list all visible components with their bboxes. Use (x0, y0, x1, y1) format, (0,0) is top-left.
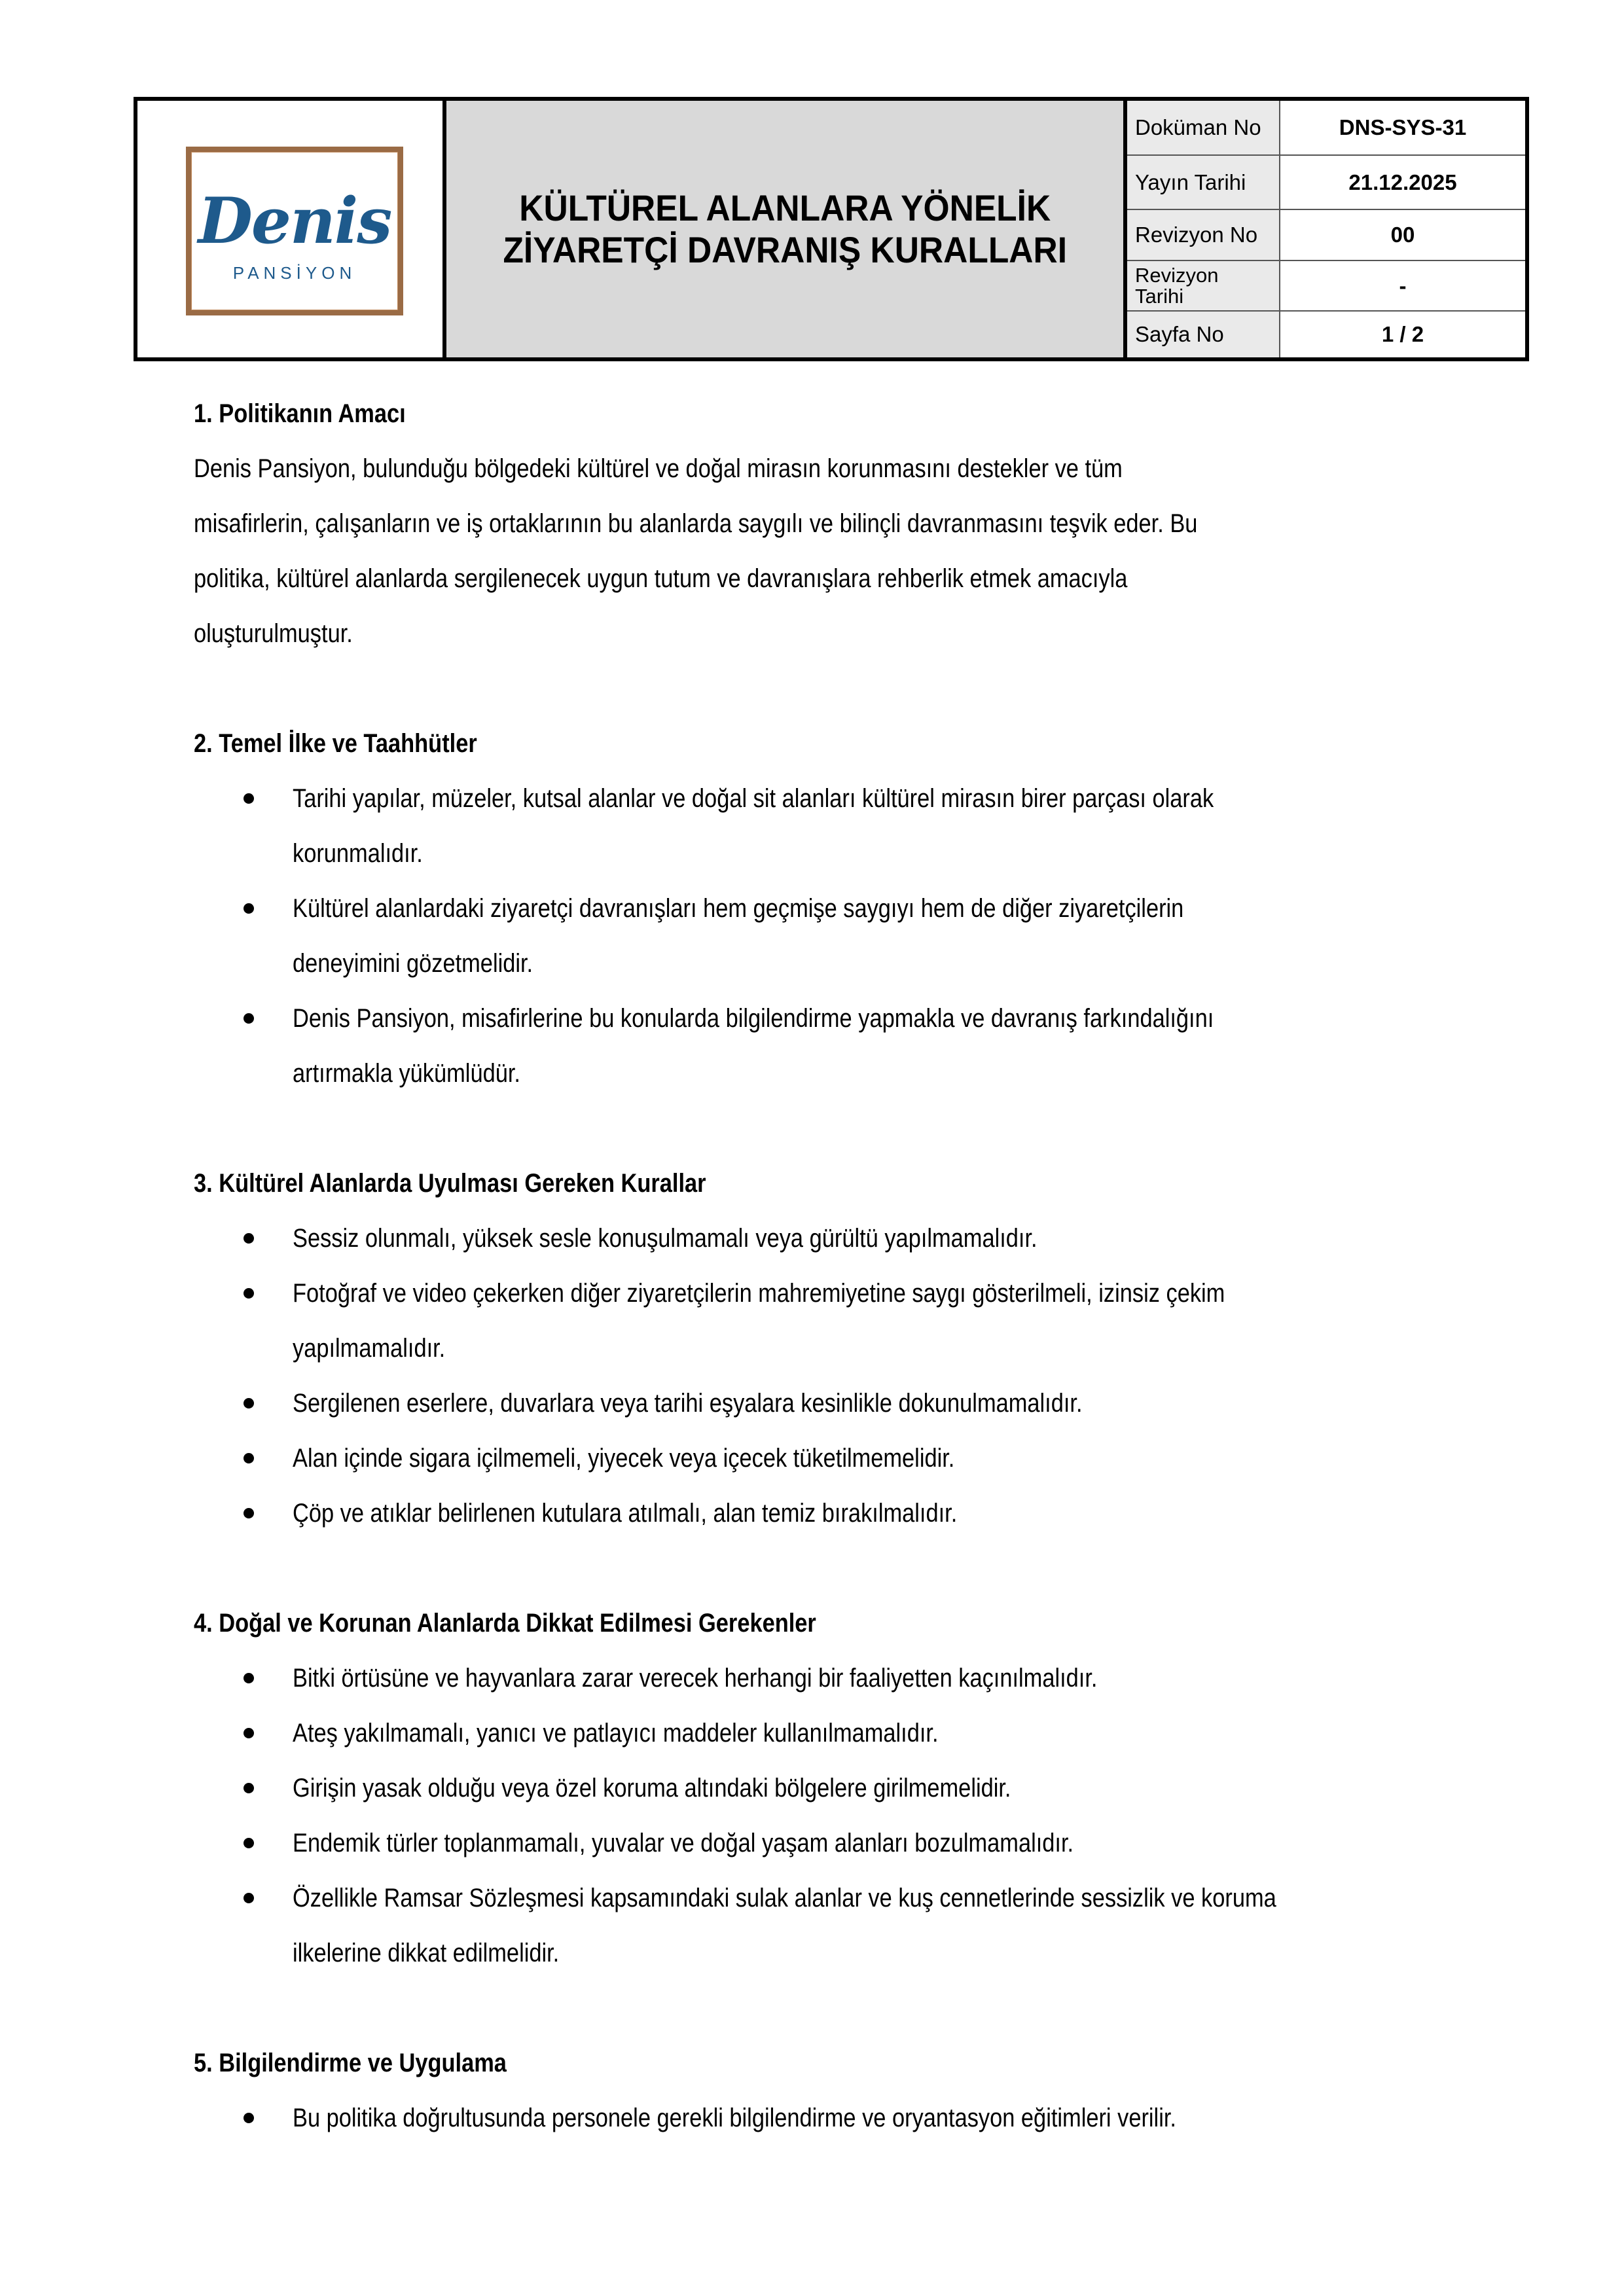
paragraph-line: Denis Pansiyon, bulunduğu bölgedeki kültürel ve doğal mirasın korunmasını destekler ve tüm (194, 454, 1123, 483)
meta-row (1127, 101, 1525, 154)
meta-label: Doküman No (1127, 101, 1280, 154)
company-logo (186, 147, 403, 315)
document-header-table (134, 97, 1529, 361)
list-item: Bitki örtüsüne ve hayvanlara zarar verecek herhangi bir faaliyetten kaçınılmalıdır. (293, 1664, 1098, 1693)
meta-row (1127, 260, 1525, 310)
bullet-icon (244, 793, 254, 804)
meta-label: Yayın Tarihi (1127, 156, 1280, 209)
meta-value: 21.12.2025 (1280, 156, 1525, 209)
meta-value: 1 / 2 (1280, 312, 1525, 357)
list-item: Sergilenen eserlere, duvarlara veya tarihi eşyalara kesinlikle dokunulmamalıdır. (293, 1389, 1083, 1418)
list-item: Ateş yakılmamalı, yanıcı ve patlayıcı maddeler kullanılmamalıdır. (293, 1719, 939, 1748)
section-heading: 3. Kültürel Alanlarda Uyulması Gereken Kurallar (194, 1169, 706, 1198)
meta-value: - (1280, 261, 1525, 310)
bullet-icon (244, 1288, 254, 1299)
bullet-icon (244, 1453, 254, 1463)
paragraph-line: misafirlerin, çalışanların ve iş ortaklarının bu alanlarda saygılı ve bilinçli davranmasını teşvik eder. Bu (194, 509, 1198, 538)
list-item-continuation: ilkelerine dikkat edilmelidir. (293, 1939, 560, 1967)
title-line-2: ZİYARETÇİ DAVRANIŞ KURALLARI (503, 229, 1067, 270)
list-item: Çöp ve atıklar belirlenen kutulara atılmalı, alan temiz bırakılmalıdır. (293, 1499, 958, 1528)
document-meta-table (1127, 101, 1525, 357)
bullet-icon (244, 1838, 254, 1848)
bullet-icon (244, 2113, 254, 2123)
bullet-icon (244, 1013, 254, 1024)
section-heading: 2. Temel İlke ve Taahhütler (194, 729, 477, 758)
title-cell (446, 101, 1127, 357)
bullet-icon (244, 1508, 254, 1518)
list-item: Sessiz olunmalı, yüksek sesle konuşulmamalı veya gürültü yapılmamalıdır. (293, 1224, 1038, 1253)
meta-row (1127, 154, 1525, 209)
list-item: Denis Pansiyon, misafirlerine bu konularda bilgilendirme yapmakla ve davranış farkındalığını (293, 1004, 1214, 1033)
section-heading: 4. Doğal ve Korunan Alanlarda Dikkat Edilmesi Gerekenler (194, 1609, 816, 1638)
list-item: Kültürel alanlardaki ziyaretçi davranışları hem geçmişe saygıyı hem de diğer ziyaretçilerin (293, 894, 1184, 923)
meta-label: Revizyon Tarihi (1127, 261, 1280, 310)
bullet-icon (244, 1398, 254, 1408)
list-item: Özellikle Ramsar Sözleşmesi kapsamındaki sulak alanlar ve kuş cennetlerinde sessizlik ve koruma (293, 1884, 1276, 1912)
paragraph-line: oluşturulmuştur. (194, 619, 353, 648)
list-item-continuation: yapılmamalıdır. (293, 1334, 446, 1363)
bullet-icon (244, 1673, 254, 1683)
list-item: Tarihi yapılar, müzeler, kutsal alanlar ve doğal sit alanları kültürel mirasın birer parçası olarak (293, 784, 1214, 813)
list-item-continuation: artırmakla yükümlüdür. (293, 1059, 520, 1088)
bullet-icon (244, 1728, 254, 1738)
title-line-1: KÜLTÜREL ALANLARA YÖNELİK (519, 187, 1051, 228)
paragraph-line: politika, kültürel alanlarda sergilenecek uygun tutum ve davranışlara rehberlik etmek amacıyla (194, 564, 1128, 593)
list-item: Fotoğraf ve video çekerken diğer ziyaretçilerin mahremiyetine saygı gösterilmeli, izinsiz çekim (293, 1279, 1225, 1308)
logo-brand-text: Denis (198, 184, 391, 258)
list-item: Girişin yasak olduğu veya özel koruma altındaki bölgelere girilmemelidir. (293, 1774, 1011, 1803)
list-item-continuation: korunmalıdır. (293, 839, 423, 868)
bullet-icon (244, 1233, 254, 1244)
section-heading: 1. Politikanın Amacı (194, 399, 406, 428)
section-heading: 5. Bilgilendirme ve Uygulama (194, 2049, 507, 2077)
list-item-continuation: deneyimini gözetmelidir. (293, 949, 533, 978)
list-item: Endemik türler toplanmamalı, yuvalar ve doğal yaşam alanları bozulmamalıdır. (293, 1829, 1074, 1857)
meta-value: 00 (1280, 210, 1525, 260)
list-item: Alan içinde sigara içilmemeli, yiyecek veya içecek tüketilmemelidir. (293, 1444, 955, 1473)
meta-label: Sayfa No (1127, 312, 1280, 357)
meta-label: Revizyon No (1127, 210, 1280, 260)
list-item: Bu politika doğrultusunda personele gerekli bilgilendirme ve oryantasyon eğitimleri verilir. (293, 2104, 1176, 2132)
meta-row (1127, 209, 1525, 260)
meta-value: DNS-SYS-31 (1280, 101, 1525, 154)
bullet-icon (244, 1783, 254, 1793)
meta-row (1127, 310, 1525, 357)
logo-cell (137, 101, 446, 357)
logo-subtitle: PANSİYON (232, 263, 357, 283)
bullet-icon (244, 903, 254, 914)
document-title (503, 187, 1067, 271)
bullet-icon (244, 1893, 254, 1903)
